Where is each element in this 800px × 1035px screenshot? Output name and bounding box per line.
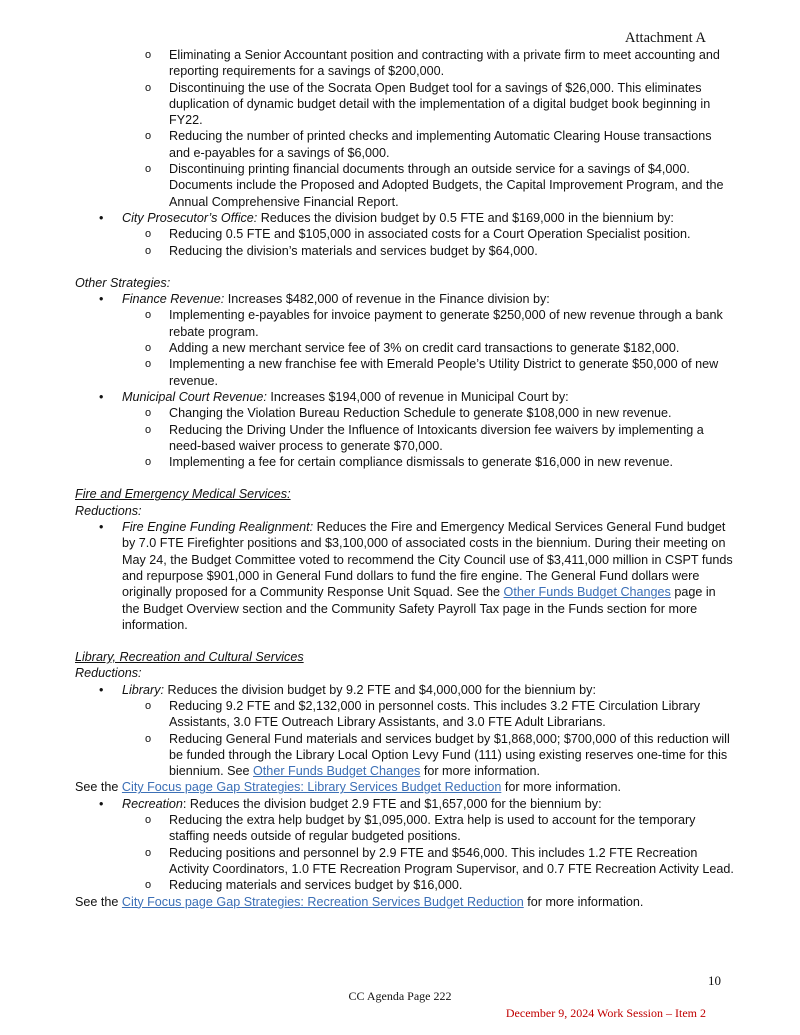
other-strategies-heading: Other Strategies: [75, 275, 171, 290]
see-library-line: See the City Focus page Gap Strategies: Library Services Budget Reduction for more information. [75, 780, 622, 795]
sub-bullet: o [145, 309, 152, 322]
list-item: o Reducing 0.5 FTE and $105,000 in associated costs for a Court Operation Specialist position. [145, 227, 691, 242]
recreation-label: Recreation [122, 796, 183, 811]
work-session-label: December 9, 2024 Work Session – Item 2 [505, 1006, 706, 1020]
library-item: • Library: Reduces the division budget by 9.2 FTE and $4,000,000 for the biennium by: [99, 682, 596, 697]
court-revenue-label: Municipal Court Revenue: [122, 389, 267, 404]
page-number: 10 [708, 973, 721, 988]
sub-bullet: o [145, 163, 152, 176]
list-item: o Discontinuing printing financial documents through an outside service for a savings of $4,000. Documents include the Proposed and Adopted Budgets, the Capital Improvement Program, and the Annual Comprehensive Financial Report. [145, 162, 724, 209]
bullet: • [99, 520, 104, 535]
sub-bullet: o [145, 846, 152, 859]
list-item: o Implementing e-payables for invoice payment to generate $250,000 of new revenue through a bank rebate program. [145, 308, 723, 339]
list-item: o Changing the Violation Bureau Reduction Schedule to generate $108,000 in new revenue. [145, 406, 672, 421]
attachment-label: Attachment A [625, 30, 706, 46]
see-recreation-line: See the City Focus page Gap Strategies: Recreation Services Budget Reduction for more information. [75, 894, 644, 909]
document-body [75, 47, 735, 910]
list-item: o Reducing the division’s materials and services budget by $64,000. [145, 243, 538, 258]
list-item: o Reducing materials and services budget by $16,000. [145, 878, 463, 893]
bullet: • [99, 796, 104, 811]
sub-bullet: o [145, 130, 152, 143]
recreation-gap-link[interactable]: City Focus page Gap Strategies: Recreation Services Budget Reduction [121, 894, 524, 909]
library-heading: Library, Recreation and Cultural Services [75, 650, 304, 665]
sub-bullet: o [145, 81, 152, 94]
finance-revenue-item: • Finance Revenue: Increases $482,000 of revenue in the Finance division by: [99, 292, 550, 307]
list-item: o Implementing a fee for certain compliance dismissals to generate $16,000 in new revenue. [145, 455, 674, 470]
fire-engine-label: Fire Engine Funding Realignment: [122, 520, 314, 535]
list-item: o Reducing the number of printed checks and implementing Automatic Clearing House transactions and e-payables for a savings of $6,000. [145, 129, 712, 160]
sub-bullet: o [145, 814, 152, 827]
list-item: o Reducing the Driving Under the Influence of Intoxicants diversion fee waivers by implementing a need-based waiver process to generate $70,000. [145, 422, 704, 453]
sub-bullet: o [145, 49, 152, 61]
bullet: • [99, 682, 104, 697]
library-reductions-label: Reductions: [75, 666, 142, 681]
sub-bullet: o [145, 879, 152, 892]
bullet: • [99, 389, 104, 404]
list-item: o Reducing the extra help budget by $1,095,000. Extra help is used to account for the temporary staffing needs outside of regular budgeted positions. [145, 813, 696, 844]
list-item: o Implementing a new franchise fee with Emerald People’s Utility District to generate $50,000 of new revenue. [145, 357, 719, 388]
recreation-item: • Recreation: Reduces the division budget 2.9 FTE and $1,657,000 for the biennium by: [99, 796, 602, 811]
finance-revenue-label: Finance Revenue: [122, 292, 225, 307]
bullet: • [99, 210, 104, 225]
list-item: o Reducing positions and personnel by 2.9 FTE and $546,000. This includes 1.2 FTE Recreation Activity Coordinators, 1.0 FTE Recreation Program Supervisor, and 0.7 FTE Recreation Activity Lead. [145, 845, 734, 876]
sub-bullet: o [145, 244, 152, 257]
other-funds-link[interactable]: Other Funds Budget Changes [503, 585, 671, 600]
court-revenue-item: • Municipal Court Revenue: Increases $194,000 of revenue in Municipal Court by: [99, 389, 569, 404]
other-funds-link[interactable]: Other Funds Budget Changes [253, 764, 421, 779]
prosecutor-item: • City Prosecutor’s Office: Reduces the division budget by 0.5 FTE and $169,000 in the biennium by: [99, 210, 674, 225]
sub-bullet: o [145, 699, 152, 712]
library-gap-link[interactable]: City Focus page Gap Strategies: Library Services Budget Reduction [121, 780, 502, 795]
sub-bullet: o [145, 358, 152, 371]
fire-reductions-label: Reductions: [75, 503, 142, 518]
library-label: Library: [122, 682, 164, 697]
list-item: o Discontinuing the use of the Socrata Open Budget tool for a savings of $26,000. This eliminates duplication of dynamic budget detail with the implementation of a digital budget book beginning in FY22. [145, 80, 711, 128]
fire-heading: Fire and Emergency Medical Services: [75, 487, 291, 502]
fire-engine-item: • Fire Engine Funding Realignment: Reduces the Fire and Emergency Medical Services General Fund budget by 7.0 FTE Firefighter positions and $3,100,000 of associated costs in the biennium. During their meeting on May 24, the Budget Committee voted to recommend the City Council use of $3,411,000 million in CSPT funds and repurpose $901,000 in General Fund dollars to fund the fire engine. The General Fund dollars were originally proposed for a Community Response Unit Squad. See the Other Funds Budget Changes page in the Budget Overview section and the Community Safety Payroll Tax page in the Funds section for more information. [99, 520, 733, 632]
list-item: o Eliminating a Senior Accountant position and contracting with a private firm to meet accounting and reporting requirements for a savings of $200,000. [145, 48, 720, 79]
sub-bullet: o [145, 342, 152, 355]
sub-bullet: o [145, 407, 152, 420]
agenda-page-label: CC Agenda Page 222 [348, 989, 452, 1003]
list-item: o Reducing General Fund materials and services budget by $1,868,000; $700,000 of this reduction will be funded through the Library Local Option Levy Fund (111) using existing reserves one-time for this biennium. See Other Funds Budget Changes for more information. [145, 731, 730, 779]
list-item: o Reducing 9.2 FTE and $2,132,000 in personnel costs. This includes 3.2 FTE Circulation Library Assistants, 3.0 FTE Outreach Library Assistants, and 3.0 FTE Adult Librarians. [145, 698, 701, 730]
list-item: o Adding a new merchant service fee of 3% on credit card transactions to generate $182,000. [145, 341, 680, 356]
sub-bullet: o [145, 456, 152, 469]
sub-bullet: o [145, 732, 152, 745]
bullet: • [99, 292, 104, 307]
sub-bullet: o [145, 228, 152, 241]
prosecutor-label: City Prosecutor’s Office: [122, 210, 258, 225]
sub-bullet: o [145, 423, 152, 436]
